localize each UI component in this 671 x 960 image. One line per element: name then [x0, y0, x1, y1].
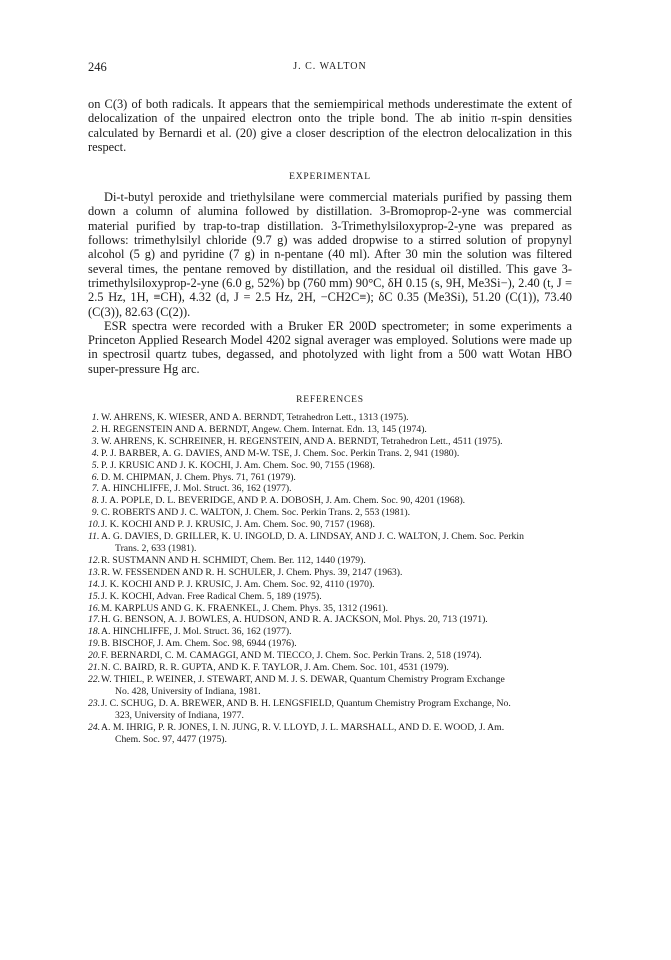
reference-item	[88, 698, 572, 722]
reference-item	[88, 495, 572, 507]
reference-number: 24.	[88, 721, 101, 733]
reference-number: 10.	[88, 519, 101, 531]
reference-text: H. REGENSTEIN AND A. BERNDT, Angew. Chem. Internat. Edn. 13, 145 (1974).	[101, 423, 427, 435]
reference-item	[88, 614, 572, 626]
reference-number: 19.	[88, 638, 101, 650]
running-head: J. C. WALTON	[293, 61, 367, 72]
reference-text: W. THIEL, P. WEINER, J. STEWART, AND M. J. S. DEWAR, Quantum Chemistry Program Exchange	[101, 673, 505, 685]
experimental-heading: EXPERIMENTAL	[289, 172, 371, 183]
reference-number: 7.	[91, 483, 99, 495]
reference-text: A. HINCHLIFFE, J. Mol. Struct. 36, 162 (1977).	[101, 626, 292, 638]
reference-item	[88, 603, 572, 615]
reference-text: R. W. FESSENDEN AND R. H. SCHULER, J. Chem. Phys. 39, 2147 (1963).	[101, 566, 403, 578]
reference-number: 15.	[88, 590, 101, 602]
reference-number: 17.	[88, 614, 101, 626]
reference-continuation: 323, University of Indiana, 1977.	[115, 709, 244, 721]
reference-continuation: No. 428, University of Indiana, 1981.	[115, 685, 261, 697]
reference-text: A. G. DAVIES, D. GRILLER, K. U. INGOLD, D. A. LINDSAY, AND J. C. WALTON, J. Chem. Soc. Perkin	[101, 531, 524, 543]
reference-number: 3.	[91, 435, 99, 447]
experimental-paragraph-2: ESR spectra were recorded with a Bruker ER 200D spectrometer; in some experiments a Princeton Applied Research Model 4202 signal averager was employed. Solutions were made up in spectrosil quartz tubes, degassed, and photolyzed with light from a 500 watt Wotan HBO super-pressure Hg arc.	[88, 318, 572, 376]
reference-item	[88, 722, 572, 746]
intro-paragraph: on C(3) of both radicals. It appears that the semiempirical methods underestimate the extent of delocalization of the unpaired electron onto the triple bond. The ab initio π-spin densities calculated by Bernardi et al. (20) give a closer description of the electron delocalization in this respect.	[88, 97, 572, 154]
reference-number: 18.	[88, 626, 101, 638]
reference-text: J. A. POPLE, D. L. BEVERIDGE, AND P. A. DOBOSH, J. Am. Chem. Soc. 90, 4201 (1968).	[101, 495, 466, 507]
reference-text: J. C. SCHUG, D. A. BREWER, AND B. H. LENGSFIELD, Quantum Chemistry Program Exchange, No.	[101, 697, 511, 709]
reference-text: C. ROBERTS AND J. C. WALTON, J. Chem. Soc. Perkin Trans. 2, 553 (1981).	[101, 507, 410, 519]
reference-number: 22.	[88, 673, 101, 685]
reference-item	[88, 519, 572, 531]
reference-text: F. BERNARDI, C. M. CAMAGGI, AND M. TIECCO, J. Chem. Soc. Perkin Trans. 2, 518 (1974).	[101, 650, 482, 662]
references-heading: REFERENCES	[296, 395, 364, 406]
reference-item	[88, 591, 572, 603]
reference-number: 6.	[91, 471, 99, 483]
reference-item	[88, 507, 572, 519]
reference-item	[88, 448, 572, 460]
reference-text: A. M. IHRIG, P. R. JONES, I. N. JUNG, R. V. LLOYD, J. L. MARSHALL, AND D. E. WOOD, J. Am.	[101, 721, 505, 733]
reference-text: A. HINCHLIFFE, J. Mol. Struct. 36, 162 (1977).	[101, 483, 292, 495]
reference-number: 8.	[91, 495, 99, 507]
reference-list	[88, 412, 572, 745]
reference-text: N. C. BAIRD, R. R. GUPTA, AND K. F. TAYLOR, J. Am. Chem. Soc. 101, 4531 (1979).	[101, 662, 449, 674]
reference-text: B. BISCHOF, J. Am. Chem. Soc. 98, 6944 (1976).	[101, 638, 297, 650]
reference-number: 12.	[88, 554, 101, 566]
reference-item	[88, 650, 572, 662]
reference-text: D. M. CHIPMAN, J. Chem. Phys. 71, 761 (1979).	[101, 471, 296, 483]
reference-item	[88, 412, 572, 424]
reference-number: 9.	[91, 507, 99, 519]
reference-text: M. KARPLUS AND G. K. FRAENKEL, J. Chem. Phys. 35, 1312 (1961).	[101, 602, 388, 614]
reference-item	[88, 555, 572, 567]
reference-text: W. AHRENS, K. WIESER, AND A. BERNDT, Tetrahedron Lett., 1313 (1975).	[101, 412, 409, 424]
reference-text: J. K. KOCHI, Advan. Free Radical Chem. 5, 189 (1975).	[101, 590, 322, 602]
reference-item	[88, 674, 572, 698]
reference-item	[88, 424, 572, 436]
reference-text: P. J. KRUSIC AND J. K. KOCHI, J. Am. Chem. Soc. 90, 7155 (1968).	[101, 459, 375, 471]
page-header	[88, 60, 572, 80]
reference-number: 1.	[91, 412, 99, 424]
experimental-paragraph-1: Di-t-butyl peroxide and triethylsilane were commercial materials purified by passing them down a column of alumina followed by distillation. 3-Bromoprop-2-yne was commercial material purified by trap-to-trap distillation. 3-Trimethylsiloxyprop-2-yne was prepared as follows: trimethylsilyl chloride (9.7 g) was added dropwise to a stirred solution of propynyl alcohol (5 g) and pyridine (7 g) in n-pentane (40 ml). After 30 min the solution was filtered several times, the pentane removed by distillation, and the residual oil distilled. This gave 3-trimethylsiloxyprop-2-yne (6.0 g, 52%) bp (760 mm) 90°C, δH 0.15 (s, 9H, Me3Si−), 2.40 (t, J = 2.5 Hz, 1H, ≡CH), 4.32 (d, J = 2.5 Hz, 2H, −CH2C≡); δC 0.35 (Me3Si), 51.20 (C(1)), 73.40 (C(3)), 82.63 (C(2)).	[88, 190, 572, 319]
reference-number: 11.	[88, 531, 100, 543]
reference-continuation: Chem. Soc. 97, 4477 (1975).	[115, 733, 227, 745]
reference-text: H. G. BENSON, A. J. BOWLES, A. HUDSON, AND R. A. JACKSON, Mol. Phys. 20, 713 (1971).	[101, 614, 488, 626]
reference-item	[88, 626, 572, 638]
reference-item	[88, 531, 572, 555]
reference-text: J. K. KOCHI AND P. J. KRUSIC, J. Am. Chem. Soc. 92, 4110 (1970).	[101, 578, 375, 590]
reference-item	[88, 579, 572, 591]
reference-number: 5.	[91, 459, 99, 471]
page-number: 246	[88, 60, 107, 74]
reference-number: 2.	[91, 423, 99, 435]
reference-number: 4.	[91, 447, 99, 459]
reference-text: W. AHRENS, K. SCHREINER, H. REGENSTEIN, AND A. BERNDT, Tetrahedron Lett., 4511 (1975).	[101, 435, 503, 447]
reference-number: 14.	[88, 578, 101, 590]
reference-number: 13.	[88, 566, 101, 578]
reference-continuation: Trans. 2, 633 (1981).	[115, 543, 197, 555]
reference-number: 21.	[88, 662, 101, 674]
reference-item	[88, 567, 572, 579]
reference-item	[88, 638, 572, 650]
reference-number: 23.	[88, 697, 101, 709]
reference-text: J. K. KOCHI AND P. J. KRUSIC, J. Am. Chem. Soc. 90, 7157 (1968).	[101, 519, 375, 531]
reference-item	[88, 483, 572, 495]
reference-item	[88, 662, 572, 674]
reference-item	[88, 472, 572, 484]
reference-number: 20.	[88, 650, 101, 662]
reference-number: 16.	[88, 602, 101, 614]
reference-item	[88, 460, 572, 472]
journal-page	[88, 60, 572, 745]
reference-text: R. SUSTMANN AND H. SCHMIDT, Chem. Ber. 112, 1440 (1979).	[101, 554, 366, 566]
reference-text: P. J. BARBER, A. G. DAVIES, AND M-W. TSE, J. Chem. Soc. Perkin Trans. 2, 941 (1980).	[101, 447, 460, 459]
reference-item	[88, 436, 572, 448]
